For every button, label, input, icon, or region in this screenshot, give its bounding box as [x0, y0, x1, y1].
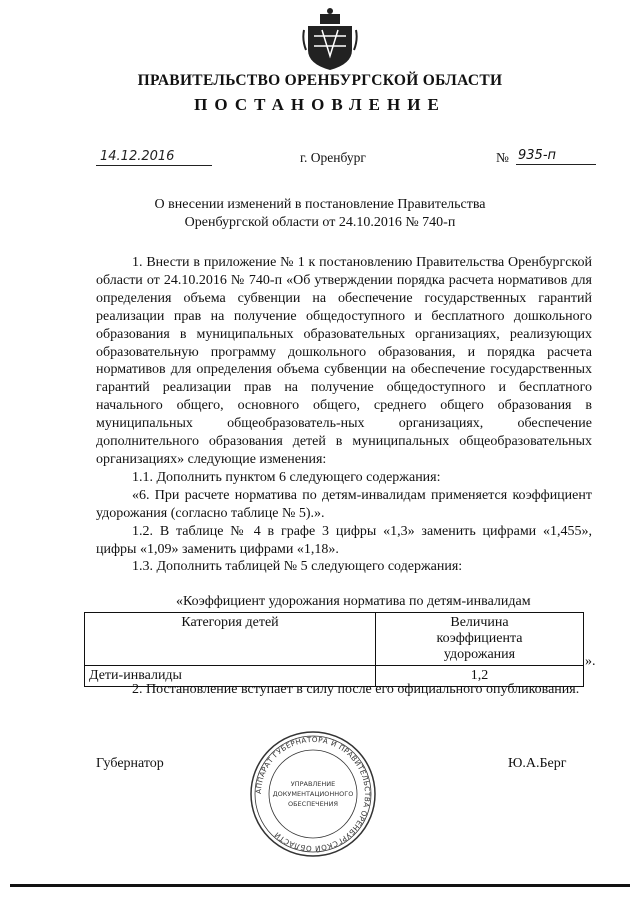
government-title: ПРАВИТЕЛЬСТВО ОРЕНБУРГСКОЙ ОБЛАСТИ — [137, 72, 503, 89]
paragraph-2-text: 2. Постановление вступает в силу после его официального опубликования. — [132, 682, 580, 697]
stamp-ring-text: АППАРАТ ГУБЕРНАТОРА И ПРАВИТЕЛЬСТВА ОРЕНБУРГСКОЙ ОБЛАСТИ — [253, 734, 373, 854]
document-number: 935-п — [516, 148, 596, 165]
subject-line-1: О внесении изменений в постановление Правительства — [154, 197, 486, 212]
document-type: ПОСТАНОВЛЕНИЕ — [194, 95, 446, 114]
official-stamp — [249, 730, 377, 858]
table-header-coefficient: Величина коэффициента удорожания — [376, 613, 584, 666]
document-date: 14.12.2016 — [96, 149, 212, 166]
document-subject — [0, 196, 640, 232]
table-header-category: Категория детей — [85, 613, 376, 666]
table-cell-coefficient: 1,2 — [376, 666, 584, 687]
document-number-label: № — [496, 150, 509, 165]
paragraph-1-2: 1.2. В таблице № 4 в графе 3 цифры «1,3» заменить цифрами «1,455», цифры «1,09» заменить цифрами «1,18». — [96, 523, 592, 557]
signatory-title: Губернатор — [96, 756, 164, 771]
stamp-center-line-2: ДОКУМЕНТАЦИОННОГО — [272, 790, 354, 798]
paragraph-2 — [96, 681, 592, 699]
paragraph-1-1: 1.1. Дополнить пунктом 6 следующего содержания: — [132, 469, 441, 485]
table-title: «Коэффициент удорожания норматива по детям-инвалидам — [176, 594, 531, 609]
coat-of-arms-icon — [302, 6, 358, 72]
document-city: г. Оренбург — [300, 150, 366, 165]
paragraph-1-1-text: «6. При расчете норматива по детям-инвалидам применяется коэффициент удорожания (согласно таблице № 5).». — [96, 487, 592, 521]
table-cell-category: Дети-инвалиды — [85, 666, 376, 687]
coefficient-table — [84, 612, 584, 687]
paragraph-1-3: 1.3. Дополнить таблицей № 5 следующего содержания: — [132, 559, 463, 575]
signatory-name: Ю.А.Берг — [508, 756, 567, 771]
document-body — [96, 254, 592, 576]
table-close-quote: ». — [585, 654, 596, 669]
table-header-row — [85, 613, 584, 666]
stamp-center-line-1: УПРАВЛЕНИЕ — [290, 780, 336, 788]
footer-divider — [10, 884, 630, 887]
subject-line-2: Оренбургской области от 24.10.2016 № 740-п — [184, 215, 456, 230]
stamp-center-line-3: ОБЕСПЕЧЕНИЯ — [287, 800, 339, 808]
paragraph-1: 1. Внести в приложение № 1 к постановлению Правительства Оренбургской области от 24.10.2016 № 740-п «Об утверждении порядка расчета нормативов для определения объема субвенции на обеспечение государственных гарантий реализации прав на получение общедоступного и бесплатного дошкольного образования в муниципальных образовательных организациях, реализующих образовательную программу дошкольного образования, и порядка расчета нормативов для определения объема субвенции на обеспечение государственных гарантий реализации прав на получение общедоступного и бесплатного начального общего, основного общего, среднего общего образования в муниципальных общеобразователь-ных организациях, обеспечение дополнительного образования детей в муниципальных общеобразовательных организациях» следующие изменения: — [96, 255, 592, 467]
